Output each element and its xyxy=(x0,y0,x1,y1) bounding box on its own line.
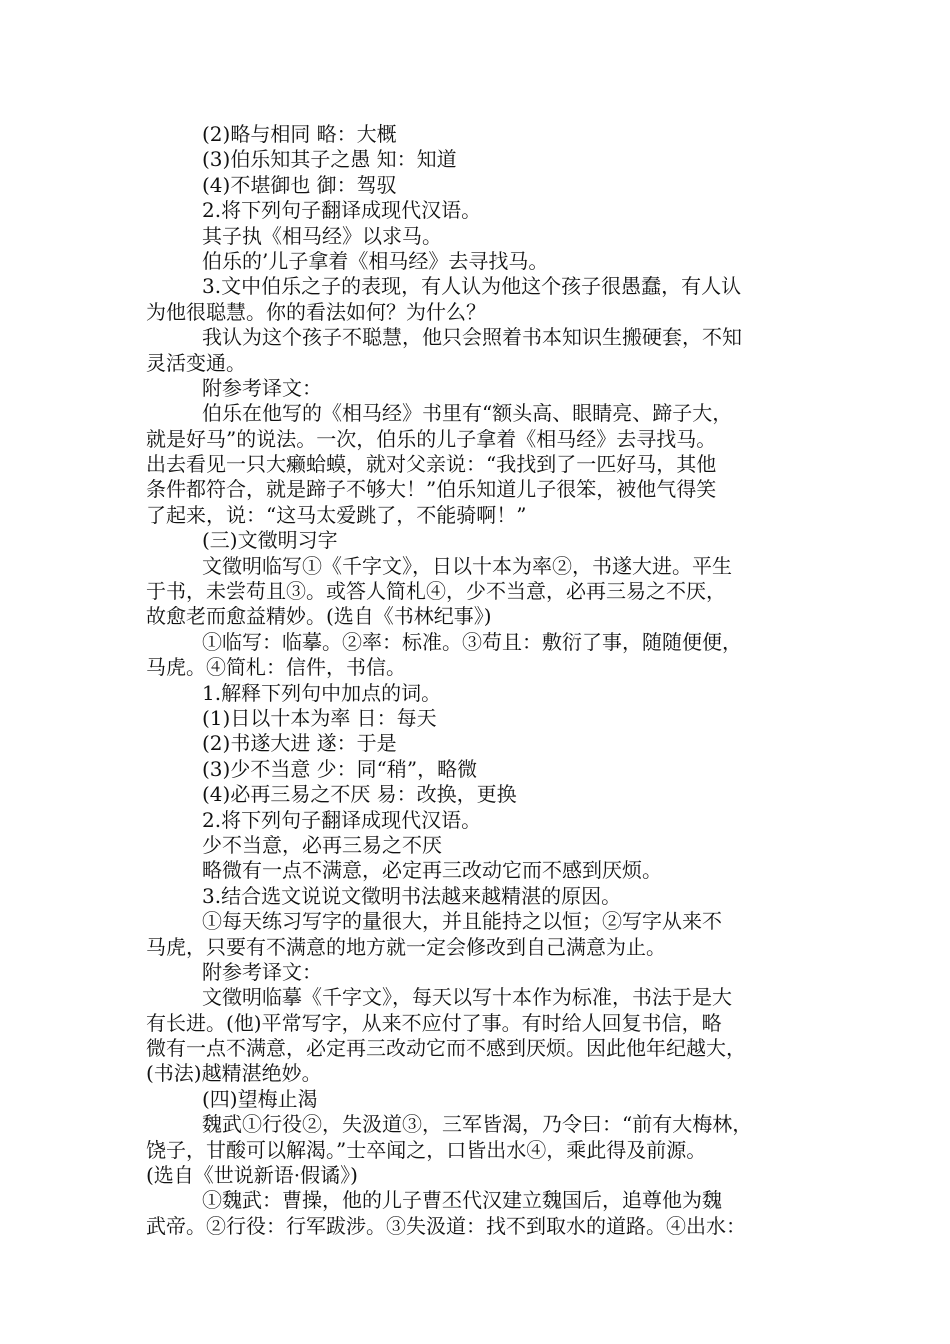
text-line: 微有一点不满意，必定再三改动它而不感到厌烦。因此他年纪越大， xyxy=(146,1036,746,1061)
text-line: 伯乐在他写的《相马经》书里有“额头高、眼睛亮、蹄子大， xyxy=(202,401,733,426)
text-line: 伯乐的’儿子拿着《相马经》去寻找马。 xyxy=(202,248,549,273)
text-line: 马虎。④简札：信件，书信。 xyxy=(146,655,406,680)
text-line: 有长进。(他)平常写字，从来不应付了事。有时给人回复书信，略 xyxy=(146,1010,722,1035)
text-line: 文徵明临写①《千字文》，日以十本为率②，书遂大进。平生 xyxy=(202,553,732,578)
text-line: (4)必再三易之不厌 易：改换，更换 xyxy=(202,782,517,807)
text-line: 其子执《相马经》以求马。 xyxy=(202,223,442,248)
text-line: 武帝。②行役：行军跋涉。③失汲道：找不到取水的道路。④出水： xyxy=(146,1213,746,1238)
text-line: 出去看见一只大癞蛤蟆，就对父亲说：“我找到了一匹好马，其他 xyxy=(146,452,717,477)
text-line: 略微有一点不满意，必定再三改动它而不感到厌烦。 xyxy=(202,858,662,883)
text-line: (3)少不当意 少：同“稍”，略微 xyxy=(202,756,478,781)
text-line: (2)书遂大进 遂：于是 xyxy=(202,731,397,756)
text-line: (选自《世说新语·假谲》) xyxy=(146,1163,358,1188)
text-line: (3)伯乐知其子之愚 知：知道 xyxy=(202,147,457,172)
text-line: 少不当意，必再三易之不厌 xyxy=(202,832,442,857)
text-line: ①每天练习写字的量很大，并且能持之以恒；②写字从来不 xyxy=(202,909,722,934)
text-line: 文徵明临摹《千字文》，每天以写十本作为标准，书法于是大 xyxy=(202,985,732,1010)
text-line: 马虎，只要有不满意的地方就一定会修改到自己满意为止。 xyxy=(146,934,666,959)
text-line: 附参考译文： xyxy=(202,959,322,984)
text-line: 我认为这个孩子不聪慧，他只会照着书本知识生搬硬套，不知 xyxy=(202,325,742,350)
text-line: 2.将下列句子翻译成现代汉语。 xyxy=(202,807,482,832)
text-line: 于书，未尝苟且③。或答人简札④，少不当意，必再三易之不厌， xyxy=(146,579,726,604)
text-line: 3.文中伯乐之子的表现，有人认为他这个孩子很愚蠢，有人认 xyxy=(202,274,742,299)
text-line: 1.解释下列句中加点的词。 xyxy=(202,680,442,705)
text-line: 附参考译文： xyxy=(202,375,322,400)
text-line: 条件都符合，就是蹄子不够大！”伯乐知道儿子很笨，被他气得笑 xyxy=(146,477,717,502)
text-line: 2.将下列句子翻译成现代汉语。 xyxy=(202,198,482,223)
text-line: 魏武①行役②，失汲道③，三军皆渴，乃令曰：“前有大梅林， xyxy=(202,1112,753,1137)
text-line: 3.结合选文说说文徵明书法越来越精湛的原因。 xyxy=(202,883,622,908)
text-line: 就是好马”的说法。一次，伯乐的儿子拿着《相马经》去寻找马。 xyxy=(146,426,717,451)
document-body xyxy=(146,122,822,1239)
text-line: (1)日以十本为率 日：每天 xyxy=(202,705,437,730)
text-line: 为他很聪慧。你的看法如何？为什么？ xyxy=(146,299,486,324)
text-line: ①临写：临摹。②率：标准。③苟且：敷衍了事，随随便便， xyxy=(202,629,742,654)
text-line: 灵活变通。 xyxy=(146,350,246,375)
text-line: ①魏武：曹操，他的儿子曹丕代汉建立魏国后，追尊他为魏 xyxy=(202,1188,722,1213)
text-line: (四)望梅止渴 xyxy=(202,1086,318,1111)
text-line: (三)文徵明习字 xyxy=(202,528,338,553)
text-line: (2)略与相同 略：大概 xyxy=(202,122,397,146)
text-line: (书法)越精湛绝妙。 xyxy=(146,1061,322,1086)
text-line: (4)不堪御也 御：驾驭 xyxy=(202,172,397,197)
text-line: 了起来，说：“这马太爱跳了，不能骑啊！” xyxy=(146,502,527,527)
text-line: 故愈老而愈益精妙。(选自《书林纪事》) xyxy=(146,604,492,629)
text-line: 饶子，甘酸可以解渴。”士卒闻之，口皆出水④，乘此得及前源。 xyxy=(146,1137,707,1162)
